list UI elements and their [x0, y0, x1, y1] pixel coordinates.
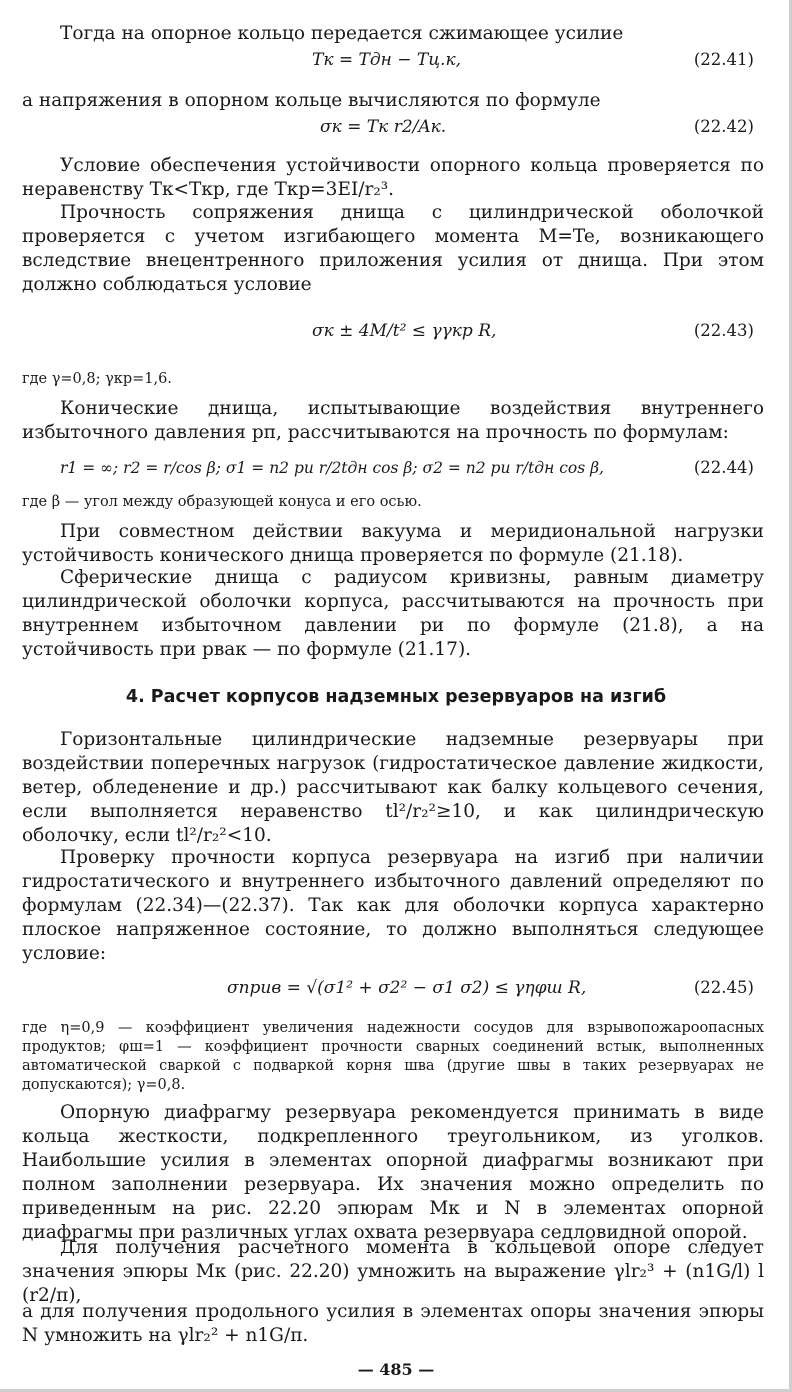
paragraph-4 — [22, 201, 764, 297]
formula: Tк = Tдн − Tц.к, — [312, 50, 462, 70]
text-p1: Тогда на опорное кольцо передается сжимающее усилие — [60, 23, 624, 44]
formula: σприв = √(σ1² + σ2² − σ1 σ2) ≤ γηφш R, — [227, 978, 587, 998]
formula: σк ± 4M/t² ≤ γγкр R, — [312, 321, 497, 341]
equation-22-43 — [22, 318, 764, 344]
equation-22-44 — [22, 455, 764, 481]
text-p5: Конические днища, испытывающие воздействия внутреннего избыточного давления pп, рассчитываются на прочность по формулам: — [22, 398, 764, 443]
paragraph-11 — [22, 1236, 764, 1308]
section-heading: 4. Расчет корпусов надземных резервуаров на изгиб — [125, 687, 667, 707]
equation-number: (22.41) — [693, 50, 754, 69]
note-1 — [22, 370, 764, 389]
text-p2: а напряжения в опорном кольце вычисляются по формуле — [22, 90, 601, 111]
text-p3: Условие обеспечения устойчивости опорного кольца проверяется по неравенству Tк<Tкр, где Tкр=3EI/r₂³. — [22, 155, 764, 200]
paragraph-3 — [22, 154, 764, 202]
text-p7: Сферические днища с радиусом кривизны, равным диаметру цилиндрической оболочки корпуса, рассчитываются на прочность при внутреннем избыточном давлении pи по формуле (21.8), а на устойчивость при pвак — по формуле (21.17). — [22, 567, 764, 660]
equation-number: (22.43) — [693, 321, 754, 340]
text-note1: где γ=0,8; γкр=1,6. — [22, 371, 172, 387]
equation-22-45 — [22, 975, 764, 1001]
paragraph-9 — [22, 846, 764, 966]
text-note2: где β — угол между образующей конуса и его осью. — [22, 494, 422, 510]
paragraph-8 — [22, 728, 764, 848]
text-p11: Для получения расчетного момента в кольцевой опоре следует значения эпюры Mк (рис. 22.20) умножить на выражение γlr₂³ + (n1G/l) l (r2/π), — [22, 1237, 764, 1306]
text-note3: где η=0,9 — коэффициент увеличения надежности сосудов для взрывопожароопасных продуктов; φш=1 — коэффициент прочности сварных соединений встык, выполненных автоматической сваркой с подваркой корня шва (другие швы в таких резервуарах не допускаются); γ=0,8. — [22, 1020, 764, 1093]
paragraph-1 — [22, 22, 764, 46]
paragraph-2 — [22, 89, 764, 113]
formula: σк = Tк r2/Aк. — [320, 117, 447, 137]
text-p4: Прочность сопряжения днища с цилиндрической оболочкой проверяется с учетом изгибающего момента M=Te, возникающего вследствие внецентренного приложения усилия от днища. При этом должно соблюдаться условие — [22, 202, 764, 295]
equation-22-41 — [22, 47, 764, 73]
equation-22-42 — [22, 114, 764, 140]
paragraph-6 — [22, 520, 764, 568]
paragraph-12 — [22, 1300, 764, 1348]
equation-number: (22.42) — [693, 117, 754, 136]
paragraph-7 — [22, 566, 764, 662]
paragraph-10 — [22, 1101, 764, 1245]
page-number: — 485 — — [357, 1360, 435, 1379]
equation-number: (22.45) — [693, 978, 754, 997]
text-p10: Опорную диафрагму резервуара рекомендуется принимать в виде кольца жесткости, подкрепленного треугольником, из уголков. Наибольшие усилия в элементах опорной диафрагмы возникают при полном заполнении резервуара. Их значения можно определить по приведенным на рис. 22.20 эпюрам Mк и N в элементах опорной диафрагмы при различных углах охвата резервуара седловидной опорой. — [22, 1102, 764, 1243]
formula: r1 = ∞; r2 = r/cos β; σ1 = n2 pи r/2tдн cos β; σ2 = n2 pи r/tдн cos β, — [60, 459, 604, 477]
text-p12: а для получения продольного усилия в элементах опоры значения эпюры N умножить на γlr₂² + n1G/π. — [22, 1301, 764, 1346]
note-2 — [22, 493, 764, 512]
text-p6: При совместном действии вакуума и меридиональной нагрузки устойчивость конического днища проверяется по формуле (21.18). — [22, 521, 764, 566]
paragraph-5 — [22, 397, 764, 445]
note-3 — [22, 1019, 764, 1095]
equation-number: (22.44) — [693, 458, 754, 477]
text-p8: Горизонтальные цилиндрические надземные резервуары при воздействии поперечных нагрузок (гидростатическое давление жидкости, ветер, обледенение и др.) рассчитывают как балку кольцевого сечения, если выполняется неравенство tl²/r₂²≥10, и как цилиндрическую оболочку, если tl²/r₂²<10. — [22, 729, 764, 846]
text-p9: Проверку прочности корпуса резервуара на изгиб при наличии гидростатического и внутреннего избыточного давлений определяют по формулам (22.34)—(22.37). Так как для оболочки корпуса характерно плоское напряженное состояние, то должно выполняться следующее условие: — [22, 847, 764, 964]
